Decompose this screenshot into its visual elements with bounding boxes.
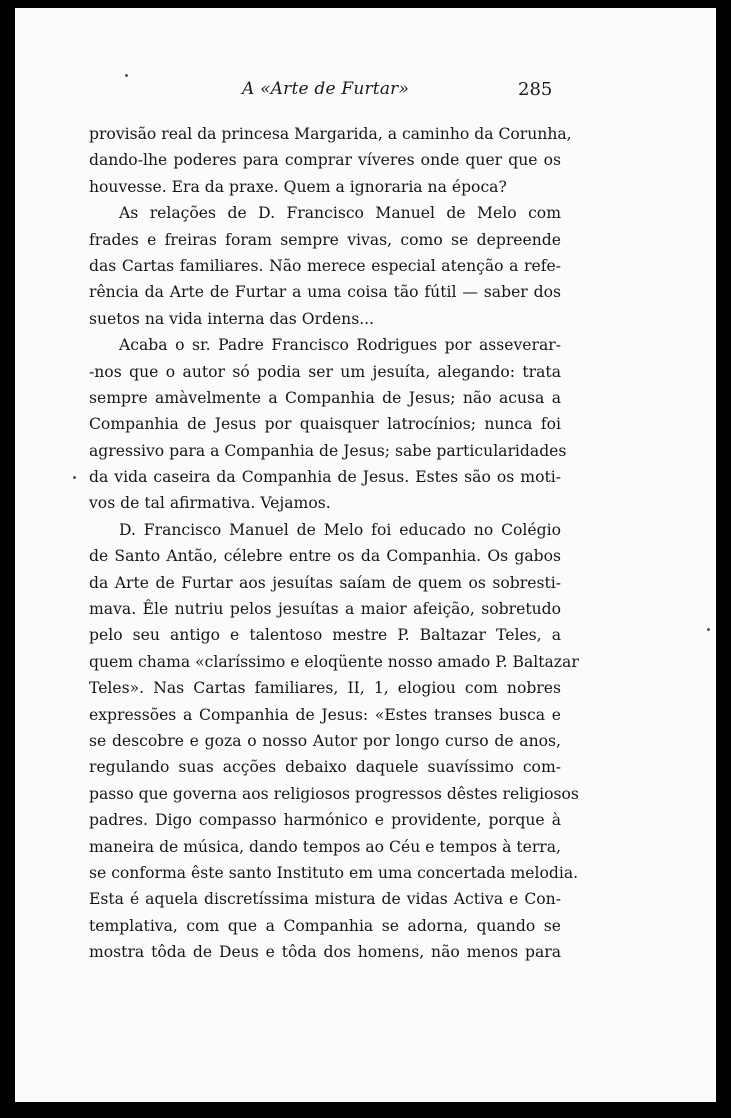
text-line: frades e freiras foram sempre vivas, como se depreende (89, 230, 561, 249)
text-line: rência da Arte de Furtar a uma coisa tão fútil — saber dos (89, 283, 561, 302)
text-line: sempre amàvelmente a Companhia de Jesus; não acusa a (89, 388, 561, 407)
text-line: mostra tôda de Deus e tôda dos homens, não menos para (89, 943, 561, 962)
text-line: passo que governa aos religiosos progressos dêstes religiosos (89, 784, 579, 803)
text-line: regulando suas acções debaixo daquele suavíssimo com- (89, 758, 561, 777)
text-line: As relações de D. Francisco Manuel de Melo com (119, 204, 561, 223)
text-line: Companhia de Jesus por quaisquer latrocínios; nunca foi (89, 415, 561, 434)
book-page (15, 8, 716, 1102)
text-line: se conforma êste santo Instituto em uma concertada melodia. (89, 863, 579, 882)
scan-speck (125, 74, 128, 77)
text-line: mava. Êle nutriu pelos jesuítas a maior afeição, sobretudo (89, 600, 561, 619)
text-line: provisão real da princesa Margarida, a caminho da Corunha, (89, 125, 572, 143)
text-line: -nos que o autor só podia ser um jesuíta, alegando: trata (89, 362, 561, 381)
running-title: A «Arte de Furtar» (242, 79, 410, 99)
text-line: Acaba o sr. Padre Francisco Rodrigues por asseverar- (119, 336, 561, 355)
text-line: da vida caseira da Companhia de Jesus. Estes são os moti- (89, 468, 561, 487)
text-line: suetos na vida interna das Ordens... (89, 309, 375, 328)
text-line: agressivo para a Companhia de Jesus; sabe particularidades (89, 441, 567, 460)
text-line: D. Francisco Manuel de Melo foi educado no Colégio (119, 520, 561, 539)
text-line: houvesse. Era da praxe. Quem a ignoraria na época? (89, 177, 507, 196)
text-line: expressões a Companhia de Jesus: «Estes transes busca e (89, 705, 561, 724)
text-line: se descobre e goza o nosso Autor por longo curso de anos, (89, 731, 561, 750)
text-line: vos de tal afirmativa. Vejamos. (89, 494, 331, 513)
scan-speck (73, 476, 76, 479)
scan-speck (707, 628, 710, 631)
text-line: maneira de música, dando tempos ao Céu e tempos à terra, (89, 837, 561, 856)
text-line: Teles». Nas Cartas familiares, II, 1, elogiou com nobres (89, 679, 561, 698)
text-line: quem chama «claríssimo e eloqüente nosso amado P. Baltazar (89, 652, 579, 671)
text-line: templativa, com que a Companhia se adorna, quando se (89, 916, 561, 935)
text-line: das Cartas familiares. Não merece especial atenção a refe- (89, 256, 561, 275)
text-line: dando-lhe poderes para comprar víveres onde quer que os (89, 151, 561, 170)
text-line: Esta é aquela discretíssima mistura de vidas Activa e Con- (89, 890, 561, 909)
page-header (15, 79, 716, 109)
text-line: padres. Digo compasso harmónico e providente, porque à (89, 811, 561, 830)
page-number: 285 (518, 79, 553, 100)
body-text (89, 121, 579, 966)
text-line: pelo seu antigo e talentoso mestre P. Baltazar Teles, a (89, 626, 561, 645)
text-line: da Arte de Furtar aos jesuítas saíam de quem os sobresti- (89, 573, 561, 592)
text-line: de Santo Antão, célebre entre os da Companhia. Os gabos (89, 547, 561, 566)
